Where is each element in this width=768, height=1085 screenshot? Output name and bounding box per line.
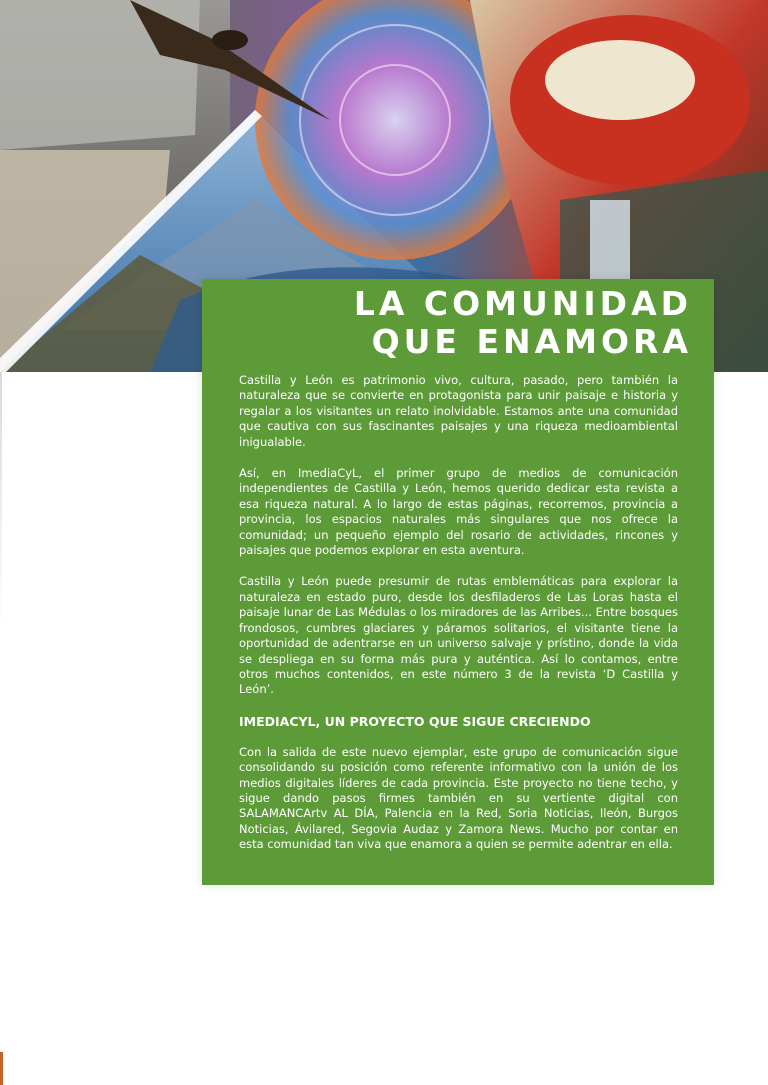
page-title (354, 285, 692, 361)
title-line-1: LA COMUNIDAD (353, 284, 692, 323)
paragraph-2: Así, en ImediaCyL, el primer grupo de medios de comunicación independientes de Castilla y León, hemos querido dedicar esta revista a esa riqueza natural. A lo largo de estas páginas, recorremos, provincia a provincia, los espacios naturales más singulares que nos ofrece la comunidad; un pequeño ejemplo del rosario de actividades, rincones y paisajes que podemos explorar en esta aventura. (239, 466, 678, 558)
paragraph-3: Castilla y León puede presumir de rutas emblemáticas para explorar la naturaleza en estado puro, desde los desfiladeros de Las Loras hasta el paisaje lunar de Las Médulas o los miradores de las Arribes... Entre bosques frondosos, cumbres glaciares y páramos solitarios, el visitante tiene la oportunidad de adentrarse en un universo salvaje y prístino, donde la vida se despliega en su forma más pura y auténtica. Así lo contamos, entre otros muchos contenidos, en este número 3 de la revista ‘D Castilla y León’. (239, 574, 678, 697)
article-body (239, 373, 678, 869)
paragraph-4: Con la salida de este nuevo ejemplar, este grupo de comunicación sigue consolidando su posición como referente informativo con la unión de los medios digitales líderes de cada provincia. Este proyecto no tiene techo, y sigue dando pasos firmes también en su vertiente digital con SALAMANCArtv AL DÍA, Palencia en la Red, Soria Noticias, Ileón, Burgos Noticias, Ávilared, Segovia Audaz y Zamora News. Mucho por contar en esta comunidad tan viva que enamora a quien se permite adentrar en ella. (239, 744, 678, 852)
section-subheading: IMEDIACYL, UN PROYECTO QUE SIGUE CRECIENDO (239, 713, 591, 729)
editorial-text-panel (202, 279, 714, 885)
title-line-2: QUE ENAMORA (371, 322, 692, 361)
page-edge-line (0, 372, 2, 632)
paragraph-1: Castilla y León es patrimonio vivo, cultura, pasado, pero también la naturaleza que se convierte en protagonista para unir paisaje e historia y regalar a los visitantes un relato inolvidable. Estamos ante una comunidad que cautiva con sus fascinantes paisajes y una riqueza medioambiental inigualable. (239, 373, 678, 449)
corner-accent-mark (0, 1052, 3, 1085)
